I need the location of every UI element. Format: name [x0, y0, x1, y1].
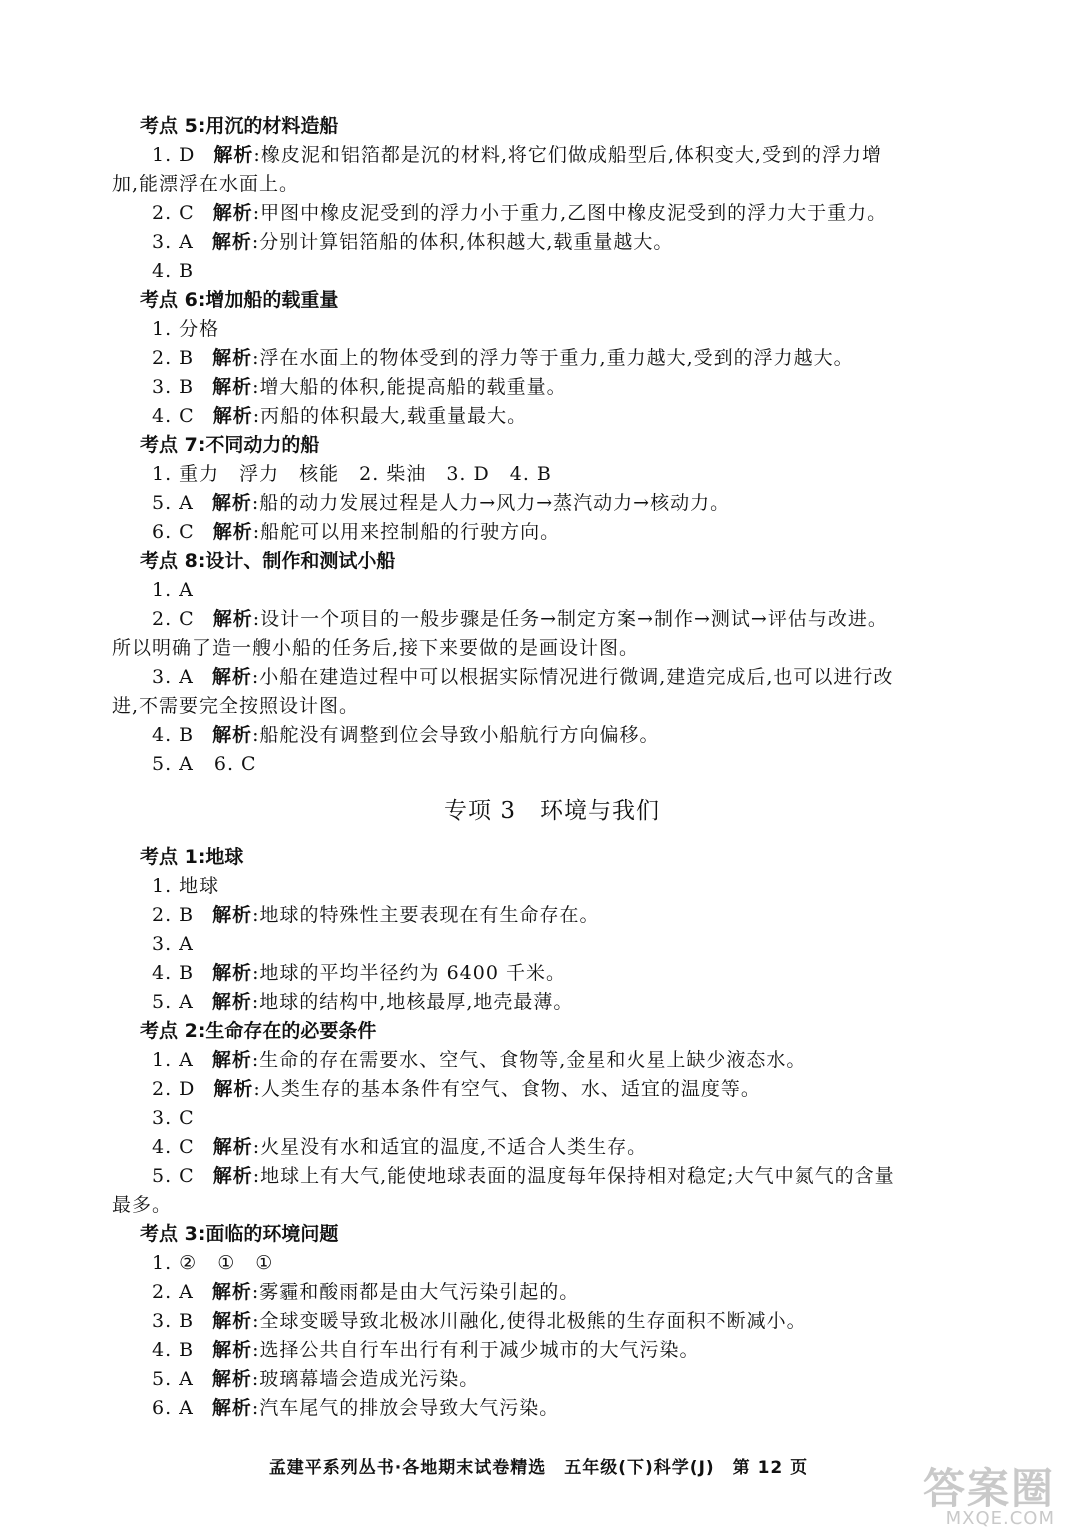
answer-continuation: 加,能漂浮在水面上。	[112, 173, 300, 195]
special-topic-title: 专项 3 环境与我们	[444, 798, 660, 824]
page-footer: 孟建平系列丛书·各地期末试卷精选 五年级(下)科学(J) 第 12 页	[268, 1458, 809, 1478]
analysis-text: :雾霾和酸雨都是由大气污染引起的。	[251, 1281, 580, 1303]
analysis-label: 解析	[213, 1078, 254, 1100]
answer-number: 1. A	[152, 579, 194, 601]
answer-number: 2. A	[152, 1281, 194, 1303]
analysis-text: :船的动力发展过程是人力→风力→蒸汽动力→核动力。	[251, 492, 731, 514]
analysis-text: :浮在水面上的物体受到的浮力等于重力,重力越大,受到的浮力越大。	[252, 347, 854, 369]
answer-item	[112, 721, 992, 750]
answer-item	[112, 1104, 992, 1133]
answer-item	[112, 199, 992, 228]
answer-item	[112, 228, 992, 257]
answer-number: 4. C	[152, 405, 195, 427]
analysis-text: :汽车尾气的排放会导致大气污染。	[251, 1397, 560, 1419]
analysis-text: :地球上有大气,能使地球表面的温度每年保持相对稳定;大气中氮气的含量	[252, 1165, 895, 1187]
answer-number: 2. D	[152, 1078, 196, 1100]
answer-item	[112, 1365, 992, 1394]
answer-number: 4. B	[152, 962, 195, 984]
answer-item	[112, 605, 992, 634]
answer-number: 3. C	[152, 1107, 195, 1129]
answer-number: 4. B	[152, 260, 195, 282]
answer-item	[112, 1278, 992, 1307]
answer-continuation: 所以明确了造一艘小船的任务后,接下来要做的是画设计图。	[112, 637, 640, 659]
section-heading: 考点 1:地球	[140, 846, 244, 868]
section-heading: 考点 5:用沉的材料造船	[140, 115, 339, 137]
answer-item	[112, 315, 992, 344]
answer-number: 3. A	[152, 933, 194, 955]
answer-number: 5. A	[152, 492, 194, 514]
answer-item	[112, 930, 992, 959]
answer-number: 1. 地球	[152, 875, 220, 897]
analysis-text: :设计一个项目的一般步骤是任务→制定方案→制作→测试→评估与改进。	[252, 608, 888, 630]
analysis-label: 解析	[211, 991, 252, 1013]
analysis-label: 解析	[212, 521, 253, 543]
answer-item	[112, 518, 992, 547]
analysis-label: 解析	[212, 1339, 253, 1361]
answer-item	[112, 1307, 992, 1336]
answer-number: 1. D	[152, 144, 196, 166]
answer-number: 3. B	[152, 376, 195, 398]
analysis-label: 解析	[212, 962, 253, 984]
answer-number: 6. A	[152, 1397, 194, 1419]
answer-item	[112, 1162, 992, 1191]
section-heading: 考点 7:不同动力的船	[140, 434, 320, 456]
analysis-text: :甲图中橡皮泥受到的浮力小于重力,乙图中橡皮泥受到的浮力大于重力。	[252, 202, 888, 224]
analysis-label: 解析	[212, 724, 253, 746]
analysis-label: 解析	[212, 608, 253, 630]
answer-item	[112, 373, 992, 402]
analysis-label: 解析	[212, 1136, 253, 1158]
analysis-label: 解析	[211, 1281, 252, 1303]
analysis-text: :生命的存在需要水、空气、食物等,金星和火星上缺少液态水。	[251, 1049, 807, 1071]
answer-item	[112, 344, 992, 373]
analysis-text: :选择公共自行车出行有利于减少城市的大气污染。	[252, 1339, 700, 1361]
answer-number: 2. C	[152, 608, 195, 630]
analysis-text: :丙船的体积最大,载重量最大。	[252, 405, 528, 427]
answer-number: 3. A	[152, 231, 194, 253]
answer-item	[112, 988, 992, 1017]
answer-number: 6. C	[152, 521, 195, 543]
section-heading: 考点 6:增加船的载重量	[140, 289, 339, 311]
answer-item	[112, 1394, 992, 1423]
analysis-label: 解析	[212, 904, 253, 926]
section-heading: 考点 2:生命存在的必要条件	[140, 1020, 377, 1042]
answer-number: 5. A	[152, 1368, 194, 1390]
analysis-label: 解析	[212, 202, 253, 224]
section-heading: 考点 3:面临的环境问题	[140, 1223, 339, 1245]
answer-number: 2. C	[152, 202, 195, 224]
analysis-text: :火星没有水和适宜的温度,不适合人类生存。	[252, 1136, 648, 1158]
answer-item	[112, 402, 992, 431]
answer-item	[112, 1249, 992, 1278]
analysis-label: 解析	[212, 1310, 253, 1332]
answer-item	[112, 750, 992, 779]
answer-item	[112, 663, 992, 692]
analysis-label: 解析	[211, 1368, 252, 1390]
answer-item	[112, 1046, 992, 1075]
answer-number: 5. C	[152, 1165, 195, 1187]
analysis-text: :增大船的体积,能提高船的载重量。	[252, 376, 567, 398]
answer-item	[112, 257, 992, 286]
analysis-text: :地球的平均半径约为 6400 千米。	[252, 962, 566, 984]
analysis-text: :船舵没有调整到位会导致小船航行方向偏移。	[252, 724, 660, 746]
answer-item	[112, 901, 992, 930]
answer-number: 1. A	[152, 1049, 194, 1071]
answer-item	[112, 141, 992, 170]
answer-number: 3. A	[152, 666, 194, 688]
answer-item	[112, 460, 992, 489]
answer-item	[112, 1336, 992, 1365]
analysis-text: :橡皮泥和铝箔都是沉的材料,将它们做成船型后,体积变大,受到的浮力增	[253, 144, 882, 166]
analysis-text: :地球的结构中,地核最厚,地壳最薄。	[251, 991, 574, 1013]
analysis-label: 解析	[211, 492, 252, 514]
analysis-label: 解析	[213, 144, 254, 166]
analysis-label: 解析	[211, 1397, 252, 1419]
answer-item	[112, 959, 992, 988]
analysis-text: :分别计算铝箔船的体积,体积越大,载重量越大。	[251, 231, 674, 253]
answer-number: 1. 重力 浮力 核能 2. 柴油 3. D 4. B	[152, 463, 552, 485]
analysis-text: :人类生存的基本条件有空气、食物、水、适宜的温度等。	[253, 1078, 761, 1100]
analysis-text: :船舵可以用来控制船的行驶方向。	[252, 521, 561, 543]
watermark-url: MXQE.COM	[945, 1508, 1055, 1529]
answer-number: 2. B	[152, 347, 195, 369]
answer-number: 4. C	[152, 1136, 195, 1158]
analysis-label: 解析	[212, 1165, 253, 1187]
answer-item	[112, 1075, 992, 1104]
answer-item	[112, 872, 992, 901]
watermark-logo	[885, 1464, 1055, 1530]
answer-number: 5. A	[152, 991, 194, 1013]
answer-page	[112, 112, 992, 1423]
analysis-text: :全球变暖导致北极冰川融化,使得北极熊的生存面积不断减小。	[252, 1310, 807, 1332]
analysis-label: 解析	[211, 666, 252, 688]
section-heading: 考点 8:设计、制作和测试小船	[140, 550, 396, 572]
watermark-text: 答案圈	[922, 1464, 1055, 1513]
answer-number: 1. ② ① ①	[152, 1252, 274, 1274]
answer-item	[112, 576, 992, 605]
analysis-text: :玻璃幕墙会造成光污染。	[251, 1368, 480, 1390]
analysis-text: :小船在建造过程中可以根据实际情况进行微调,建造完成后,也可以进行改	[251, 666, 894, 688]
analysis-text: :地球的特殊性主要表现在有生命存在。	[252, 904, 600, 926]
analysis-label: 解析	[212, 376, 253, 398]
analysis-label: 解析	[212, 347, 253, 369]
answer-number: 3. B	[152, 1310, 195, 1332]
analysis-label: 解析	[211, 231, 252, 253]
answer-item	[112, 1133, 992, 1162]
answer-number: 4. B	[152, 724, 195, 746]
analysis-label: 解析	[211, 1049, 252, 1071]
answer-number: 1. 分格	[152, 318, 220, 340]
answer-continuation: 最多。	[112, 1194, 173, 1216]
analysis-label: 解析	[212, 405, 253, 427]
answer-number: 2. B	[152, 904, 195, 926]
answer-number: 4. B	[152, 1339, 195, 1361]
answer-number: 5. A 6. C	[152, 753, 257, 775]
answer-item	[112, 489, 992, 518]
answer-continuation: 进,不需要完全按照设计图。	[112, 695, 360, 717]
